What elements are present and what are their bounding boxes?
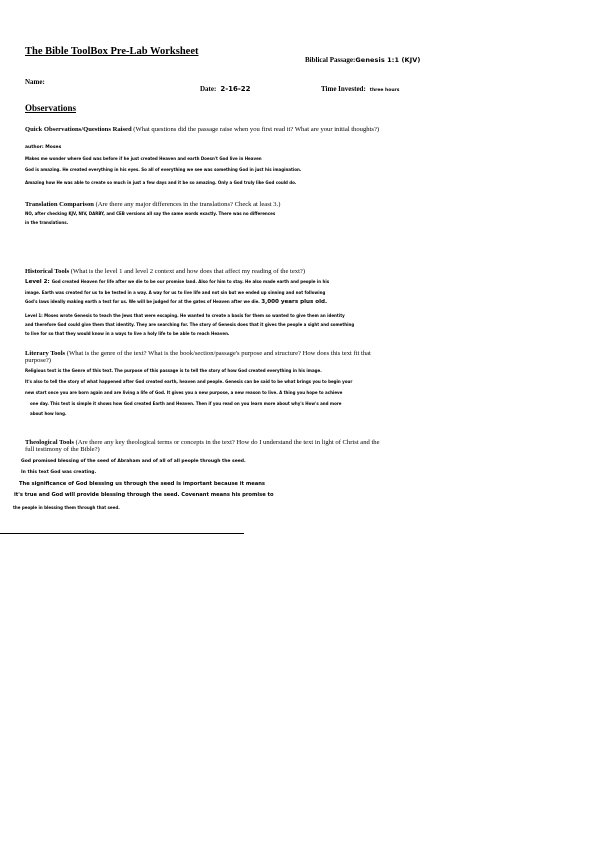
observations-heading: Observations: [25, 103, 77, 113]
translation-label: Translation Comparison: [25, 201, 94, 208]
historical-level2-line: image. Earth was created for us to be tested in a way. A way for us to live life and not sin but we ended up sinning and not following: [25, 290, 326, 295]
historical-level1-line: and therefore God could give them that identity. They are searching for. The story of Genesis does that it gives the people a sight and something: [25, 322, 355, 327]
translation-answer-line: NO, after checking KJV, NIV, DARBY, and CEB versions all say the same words exactly. There was no differences: [25, 211, 276, 216]
time-label: Time Invested:: [321, 85, 366, 93]
theological-answer-line: The significance of God blessing us through the seed is important because it means: [19, 481, 266, 487]
translation-answer-line: in the translations.: [25, 220, 69, 225]
historical-level2-line: [25, 279, 329, 285]
literary-answer-line: new start once you are born again and are living a life of God. It gives you a new purpose, a new reason to live. A thing you hope to achieve: [25, 390, 343, 395]
theological-answer-line: the people in blessing them through that seed.: [13, 505, 120, 510]
time-row: [321, 78, 399, 96]
historical-question: (What is the level 1 and level 2 context and how does that affect my reading of the text?): [69, 268, 306, 275]
quick-answer-line: God is amazing. He created everything in his eyes. So all of everything we see was something God in just his imagination.: [25, 167, 302, 172]
theological-label: Theological Tools: [25, 439, 74, 446]
level2-text: God created Heaven for life after we die to be our promise land. Also for him to stay. He also made earth and people in his: [51, 279, 330, 284]
passage-row: [305, 49, 420, 67]
historical-level1-line: Level 1: Moses wrote Genesis to teach the Jews that were escaping. He wanted to create a basis for them so wanted to give them an identity: [25, 313, 345, 318]
theological-answer-line: In this text God was creating.: [21, 470, 97, 475]
historical-prompt: [25, 268, 385, 275]
theological-answer-line: God promised blessing of the seed of Abraham and of all of all people through the seed.: [21, 459, 246, 464]
years-estimate: 3,000 years plus old.: [261, 299, 328, 305]
historical-level2-line: [25, 299, 327, 305]
translation-question: (Are there any major differences in the translations? Check at least 3.): [93, 201, 281, 208]
quick-answer-line: Makes me wonder where God was before if he just created Heaven and earth Doesn't God live in Heaven: [25, 156, 262, 161]
passage-label: Biblical Passage:: [305, 56, 356, 64]
literary-answer-line: one day. This text is simple it shows how God created Earth and Heaven. Then if you read on you learn more about why's How's and more: [30, 401, 342, 406]
name-label: Name:: [25, 78, 45, 86]
date-value: 2-16-22: [220, 85, 251, 93]
literary-prompt: [25, 350, 385, 364]
quick-observations-prompt: [25, 126, 385, 133]
literary-answer-line: It's also to tell the story of what happened after God created earth, heaven and people. Genesis can be said to be what brings you to begin your: [25, 379, 353, 384]
date-row: [200, 78, 251, 96]
passage-value: Genesis 1:1 (KJV): [355, 56, 421, 64]
worksheet-title: The Bible ToolBox Pre-Lab Worksheet: [25, 46, 199, 57]
time-value: three hours: [369, 88, 400, 93]
literary-label: Literary Tools: [25, 350, 66, 357]
quick-observations-label: Quick Observations/Questions Raised: [25, 126, 132, 133]
quick-observations-question: (What questions did the passage raise when you first read it? What are your initial thoughts?): [131, 126, 380, 133]
literary-answer-line: Religious text is the Genre of this text. The purpose of this passage is to tell the story of how God created everything in his image.: [25, 368, 322, 373]
historical-level1-line: to live for so that they would know in a ways to live a holy life to be able to reach Heaven.: [25, 331, 230, 336]
literary-answer-line: about how long.: [30, 411, 67, 416]
translation-prompt: [25, 201, 385, 208]
quick-answer-line: author: Moses: [25, 145, 62, 150]
literary-question: (What is the genre of the text? What is the book/section/passage's purpose and structure? How does this text fit that purpose?): [25, 350, 371, 365]
theological-question: (Are there any key theological terms or concepts in the text? How do I understand the text in light of Christ and the full testimony of the Bible?): [25, 439, 380, 454]
quick-answer-line: Amazing how He was able to create so much in just a few days and it be so amazing. Only a God truly like God could do.: [25, 180, 297, 185]
bottom-divider: [0, 533, 244, 534]
level2-text: God's laws ideally making earth a test for us. We will be judged for at the gates of Heaven after we die.: [25, 299, 260, 304]
level2-prefix: Level 2:: [25, 279, 50, 285]
theological-answer-line: it's true and God will provide blessing through the seed. Covenant means his promise to: [14, 492, 274, 498]
date-label: Date:: [200, 85, 217, 93]
historical-label: Historical Tools: [25, 268, 70, 275]
theological-prompt: [25, 439, 385, 453]
